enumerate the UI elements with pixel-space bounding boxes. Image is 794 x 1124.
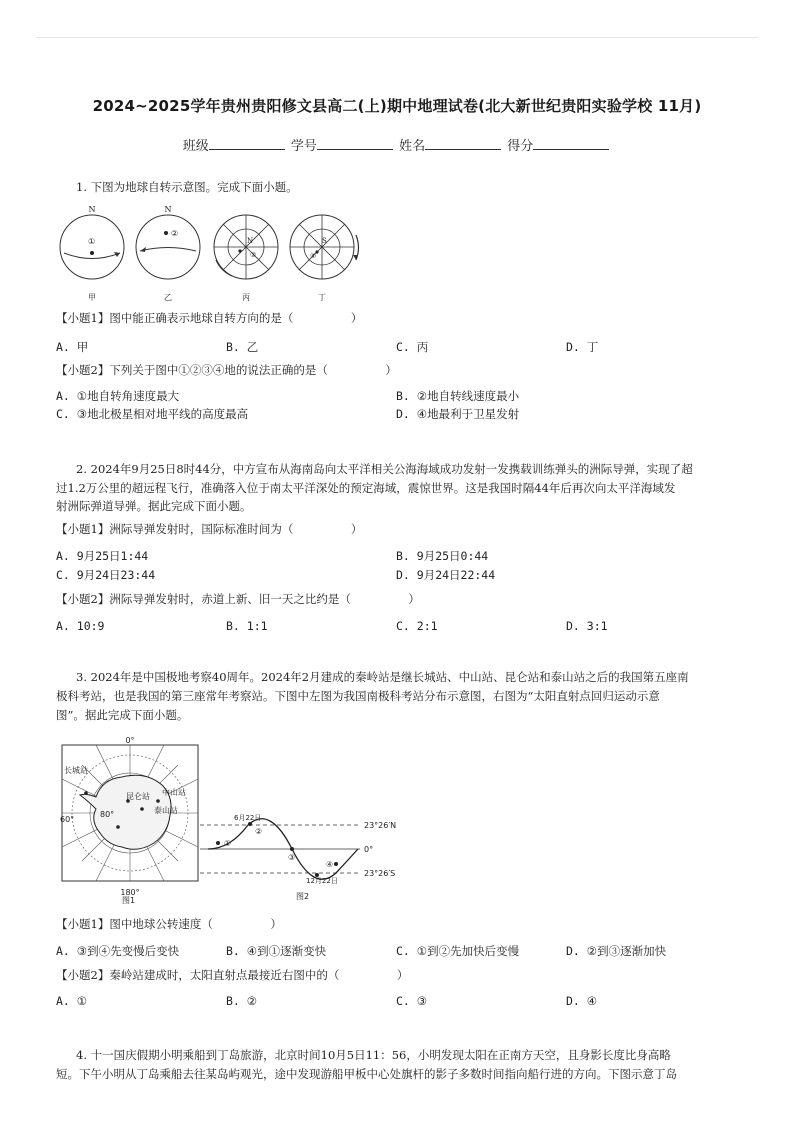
fig-c-circ3: ③ [250,251,257,259]
q1-sub1: 【小题1】图中能正确表示地球自转方向的是（ ） [56,311,363,325]
q2-s2-option-d[interactable]: D. 3:1 [566,619,608,633]
q3-fig2-sun-migration [200,810,410,905]
q3-s2-option-a[interactable]: A. ① [56,994,88,1008]
q2-stem-line3: 射洲际弹道导弹。据此完成下面小题。 [56,499,252,513]
page-title: 2024~2025学年贵州贵阳修文县高二(上)期中地理试卷(北大新世纪贵阳实验学校 11月) [92,97,702,115]
q1-sub2: 【小题2】下列关于图中①②③④地的说法正确的是（ ） [56,363,397,377]
q3-sub1: 【小题1】图中地球公转速度（ ） [56,917,282,931]
q3-stem-line3: 图”。据此完成下面小题。 [56,708,189,722]
q2-s2-option-c[interactable]: C. 2:1 [396,619,438,633]
fig-b-caption: 乙 [164,293,172,302]
q2-stem-line2: 过1.2万公里的超远程飞行，准确落入位于南太平洋深处的预定海域，震惊世界。这是我国时隔44年后再次向太平洋海域发 [56,481,676,495]
q3-s1-option-b[interactable]: B. ④到①逐渐变快 [226,944,327,958]
q4-stem-line2: 短。下午小明从丁岛乘船去往某岛屿观光，途中发现游船甲板中心处旗杆的影子多数时间指向船行进的方向。下图示意丁岛 [56,1067,677,1081]
station-taishan: 泰山站 [154,806,178,815]
score-label: 得分 [507,139,534,154]
fig-a-circ1: ① [88,237,96,246]
fig-b-arc [140,248,196,252]
fig-d-south-label: S [322,237,327,245]
q4-stem-line1: 4. 十一国庆假期小明乘船到丁岛旅游，北京时间10月5日11：56，小明发现太阳在正南方天空，且身影长度比身高略 [76,1048,671,1062]
fig1-lat-label: 80° [100,810,115,819]
class-label: 班级 [182,139,209,154]
q2-s1-option-a[interactable]: A. 9月25日1:44 [56,549,149,563]
fig-c-north-label: N [247,237,254,245]
q1-s1-option-a[interactable]: A. 甲 [56,340,89,354]
q3-s1-option-a[interactable]: A. ③到④先变慢后变快 [56,944,180,958]
station-changcheng: 长城站 [64,766,88,775]
station-zhongshan: 中山站 [162,788,186,797]
top-divider [36,37,758,38]
q3-stem-line2: 极科考站，也是我国的第三座常年考察站。下图中左图为我国南极科考站分布示意图，右图为“太阳直射点回归运动示意 [56,689,660,703]
q1-s1-option-d[interactable]: D. 丁 [566,340,599,354]
q3-s2-option-d[interactable]: D. ④ [566,994,598,1008]
fig1-lon-bottom: 180° [120,888,140,897]
fig1-caption: 图1 [122,896,136,905]
name-label: 姓名 [399,139,426,154]
fig2-point1: ① [224,839,232,848]
q1-s1-option-c[interactable]: C. 丙 [396,340,429,354]
fig2-south-tropic: 23°26′S [364,869,396,878]
fig-b-north-label: N [164,205,172,214]
fig-c-caption: 丙 [242,293,250,302]
fig2-point4: ④ [326,860,334,869]
q2-stem-line1: 2. 2024年9月25日8时44分，中方宣布从海南岛向太平洋相关公海海域成功发射一发携载训练弹头的洲际导弹，实现了超 [76,462,693,476]
fig-d-caption: 丁 [318,293,326,302]
q3-fig1-antarctica-map [56,735,206,905]
fig2-june-label: 6月22日 [234,814,262,822]
fig-a-caption: 甲 [88,293,96,302]
q2-s2-option-a[interactable]: A. 10:9 [56,619,105,633]
q1-s2-option-c[interactable]: C. ③地北极星相对地平线的高度最高 [56,407,249,421]
q3-s2-option-c[interactable]: C. ③ [396,994,428,1008]
q1-s2-option-b[interactable]: B. ②地自转线速度最小 [396,389,520,403]
fig2-north-tropic: 23°26′N [364,821,397,830]
fig-a-point [90,251,94,255]
q3-s2-option-b[interactable]: B. ② [226,994,258,1008]
station-kunlun: 昆仑站 [126,792,150,801]
q3-sub2: 【小题2】秦岭站建成时，太阳直射点最接近右图中的（ ） [56,968,409,982]
name-field[interactable] [425,137,501,150]
q3-stem-line1: 3. 2024年是中国极地考察40周年。2024年2月建成的秦岭站是继长城站、中山站、昆仑站和泰山站之后的我国第五座南 [76,670,689,684]
q1-stem: 1. 下图为地球自转示意图。完成下面小题。 [76,180,298,194]
q2-s1-option-c[interactable]: C. 9月24日23:44 [56,568,156,582]
student-info-line [0,135,794,154]
fig-b-point [164,231,168,235]
q2-s2-option-b[interactable]: B. 1:1 [226,619,268,633]
id-field[interactable] [317,137,393,150]
q1-s2-option-d[interactable]: D. ④地最利于卫星发射 [396,407,520,421]
q3-s1-option-c[interactable]: C. ①到②先加快后变慢 [396,944,520,958]
fig2-equator: 0° [364,845,374,854]
q1-rotation-figure [56,200,366,306]
fig1-lon-left: 60° [60,815,75,824]
q3-s1-option-d[interactable]: D. ②到③逐渐加快 [566,944,667,958]
fig-a-earth [60,215,124,279]
id-label: 学号 [290,139,317,154]
q2-s1-option-d[interactable]: D. 9月24日22:44 [396,568,496,582]
fig2-dec-label: 12月22日 [306,877,338,885]
fig1-lon-top: 0° [125,736,135,745]
fig-a-north-label: N [88,205,96,214]
fig-d-circ4: ④ [310,252,317,260]
fig2-point3: ③ [288,853,296,862]
class-field[interactable] [209,137,285,150]
q1-s1-option-b[interactable]: B. 乙 [226,340,259,354]
fig2-point2: ② [255,827,263,836]
q2-sub2: 【小题2】洲际导弹发射时，赤道上新、旧一天之比约是（ ） [56,592,420,606]
q2-s1-option-b[interactable]: B. 9月25日0:44 [396,549,489,563]
q2-sub1: 【小题1】洲际导弹发射时，国际标准时间为（ ） [56,522,363,536]
score-field[interactable] [533,137,609,150]
q1-s2-option-a[interactable]: A. ①地自转角速度最大 [56,389,180,403]
fig-b-circ2: ② [171,229,179,238]
fig2-caption: 图2 [296,892,310,901]
